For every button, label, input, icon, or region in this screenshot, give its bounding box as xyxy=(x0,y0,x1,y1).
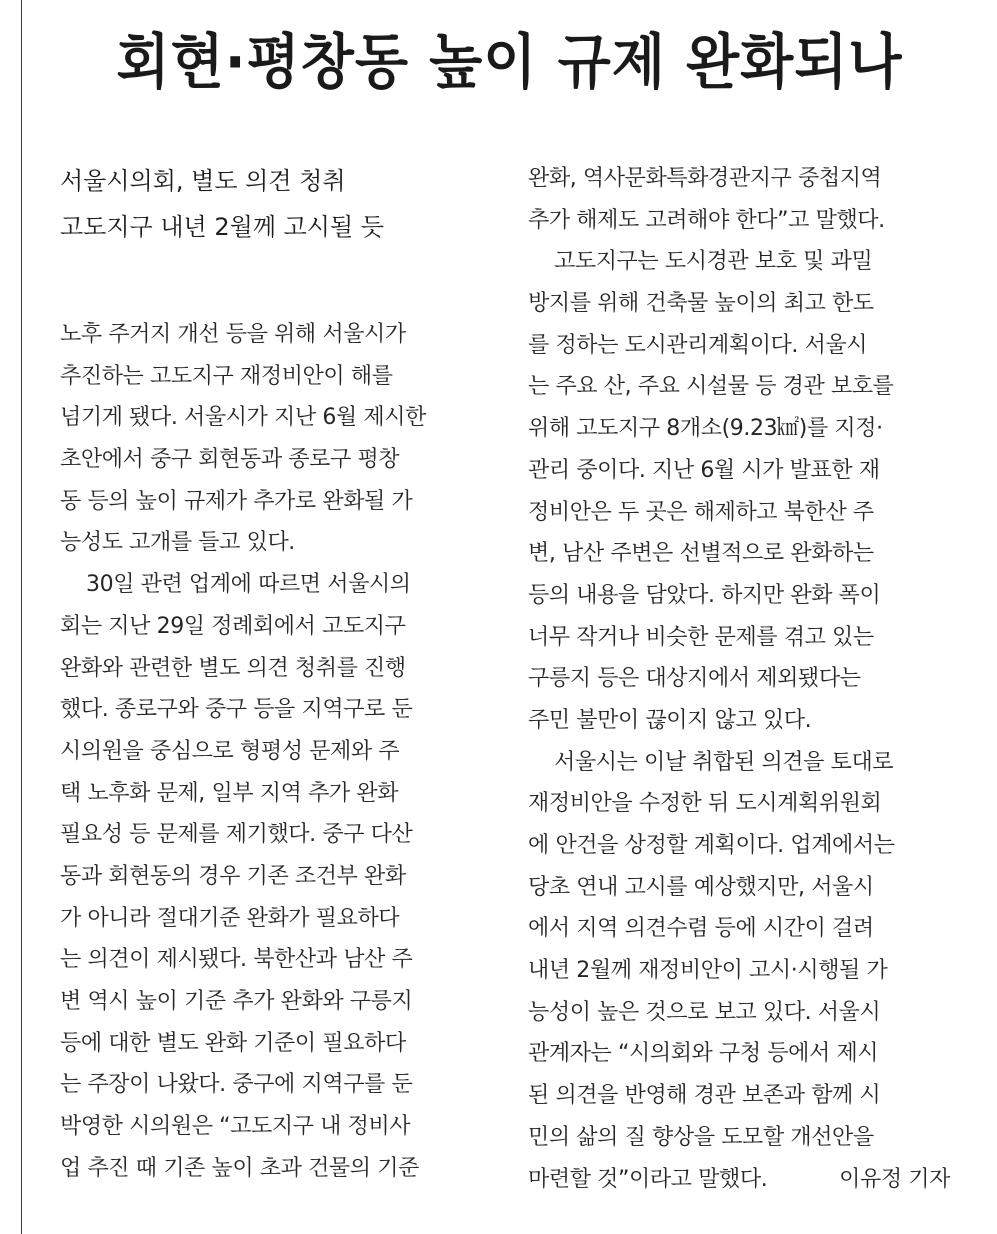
body-line: 등에 대한 별도 완화 기준이 필요하다 xyxy=(60,1030,406,1056)
closing-line xyxy=(528,1159,960,1201)
left-column xyxy=(60,158,492,1189)
body-line: 등의 내용을 담았다. 하지만 완화 폭이 xyxy=(528,582,881,608)
body-line: 관리 중이다. 지난 6월 시가 발표한 재 xyxy=(528,457,880,483)
body-line: 능성도 고개를 들고 있다. xyxy=(60,530,295,556)
body-line: 노후 주거지 개선 등을 위해 서울시가 xyxy=(60,322,406,347)
body-line: 회는 지난 29일 정례회에서 고도지구 xyxy=(60,613,406,639)
body-line: 업 추진 때 기존 높이 초과 건물의 기준 xyxy=(60,1155,419,1181)
body-line: 는 주요 산, 주요 시설물 등 경관 보호를 xyxy=(528,374,894,400)
body-line: 추진하는 고도지구 재정비안이 해를 xyxy=(60,363,393,389)
body-line: 는 주장이 나왔다. 중구에 지역구를 둔 xyxy=(60,1072,413,1098)
body-line: 너무 작거나 비슷한 문제를 겪고 있는 xyxy=(528,624,874,650)
body-line: 재정비안을 수정한 뒤 도시계획위원회 xyxy=(528,791,882,817)
body-line: 서울시는 이날 취합된 의견을 토대로 xyxy=(554,749,894,775)
body-line: 당초 연내 고시를 예상했지만, 서울시 xyxy=(528,874,874,900)
subheadline: 서울시의회, 별도 의견 청취 xyxy=(60,167,346,195)
body-line: 택 노후화 문제, 일부 지역 추가 완화 xyxy=(60,780,399,806)
body-line: 동과 회현동의 경우 기존 조건부 완화 xyxy=(60,863,406,889)
body-line: 변, 남산 주변은 선별적으로 완화하는 xyxy=(528,541,874,567)
body-line: 초안에서 중구 회현동과 종로구 평창 xyxy=(60,447,400,473)
body-line: 위해 고도지구 8개소(9.23㎢)를 지정· xyxy=(528,416,883,442)
subheadline: 고도지구 내년 2월께 고시될 듯 xyxy=(60,213,384,241)
body-line: 에서 지역 의견수렴 등에 시간이 걸려 xyxy=(528,916,874,942)
body-line: 완화와 관련한 별도 의견 청취를 진행 xyxy=(60,655,406,681)
body-line: 고도지구는 도시경관 보호 및 과밀 xyxy=(554,249,873,275)
body-line: 민의 삶의 질 향상을 도모할 개선안을 xyxy=(528,1124,874,1150)
body-line: 변 역시 높이 기준 추가 완화와 구릉지 xyxy=(60,989,413,1014)
right-column xyxy=(528,158,960,1200)
body-line: 동 등의 높이 규제가 추가로 완화될 가 xyxy=(60,488,413,514)
body-line: 박영한 시의원은 “고도지구 내 정비사 xyxy=(60,1114,411,1140)
body-line: 필요성 등 문제를 제기했다. 중구 다산 xyxy=(60,822,413,848)
column-rule xyxy=(21,0,22,1234)
body-line: 추가 해제도 고려해야 한다”고 말했다. xyxy=(528,207,885,233)
body-line: 내년 2월께 재정비안이 고시·시행될 가 xyxy=(528,958,888,984)
body-line: 완화, 역사문화특화경관지구 중첩지역 xyxy=(528,166,882,191)
body-line: 했다. 종로구와 중구 등을 지역구로 둔 xyxy=(60,697,413,723)
body-line: 30일 관련 업계에 따르면 서울시의 xyxy=(86,572,411,598)
body-line: 구릉지 등은 대상지에서 제외됐다는 xyxy=(528,666,861,692)
body-line: 가 아니라 절대기준 완화가 필요하다 xyxy=(60,905,400,931)
body-line: 정비안은 두 곳은 해제하고 북한산 주 xyxy=(528,499,874,525)
body-line: 주민 불만이 끊이지 않고 있다. xyxy=(528,707,812,733)
body-line: 능성이 높은 것으로 보고 있다. 서울시 xyxy=(528,999,881,1025)
body-line: 를 정하는 도시관리계획이다. 서울시 xyxy=(528,332,868,358)
headline: 회현·평창동 높이 규제 완화되나 xyxy=(116,27,903,97)
body-line: 된 의견을 반영해 경관 보존과 함께 시 xyxy=(528,1083,881,1109)
left-body-text xyxy=(60,314,492,1189)
byline: 이유정 기자 xyxy=(839,1166,950,1192)
right-body-text xyxy=(528,158,960,1159)
closing-text: 마련할 것”이라고 말했다. xyxy=(528,1166,768,1192)
body-line: 관계자는 “시의회와 구청 등에서 제시 xyxy=(528,1041,879,1067)
body-line: 에 안건을 상정할 계획이다. 업계에서는 xyxy=(528,833,895,858)
body-line: 방지를 위해 건축물 높이의 최고 한도 xyxy=(528,291,874,317)
body-line: 넘기게 됐다. 서울시가 지난 6월 제시한 xyxy=(60,405,426,431)
body-line: 는 의견이 제시됐다. 북한산과 남산 주 xyxy=(60,947,413,973)
body-line: 시의원을 중심으로 형평성 문제와 주 xyxy=(60,738,400,764)
subheadline-block xyxy=(60,158,492,250)
